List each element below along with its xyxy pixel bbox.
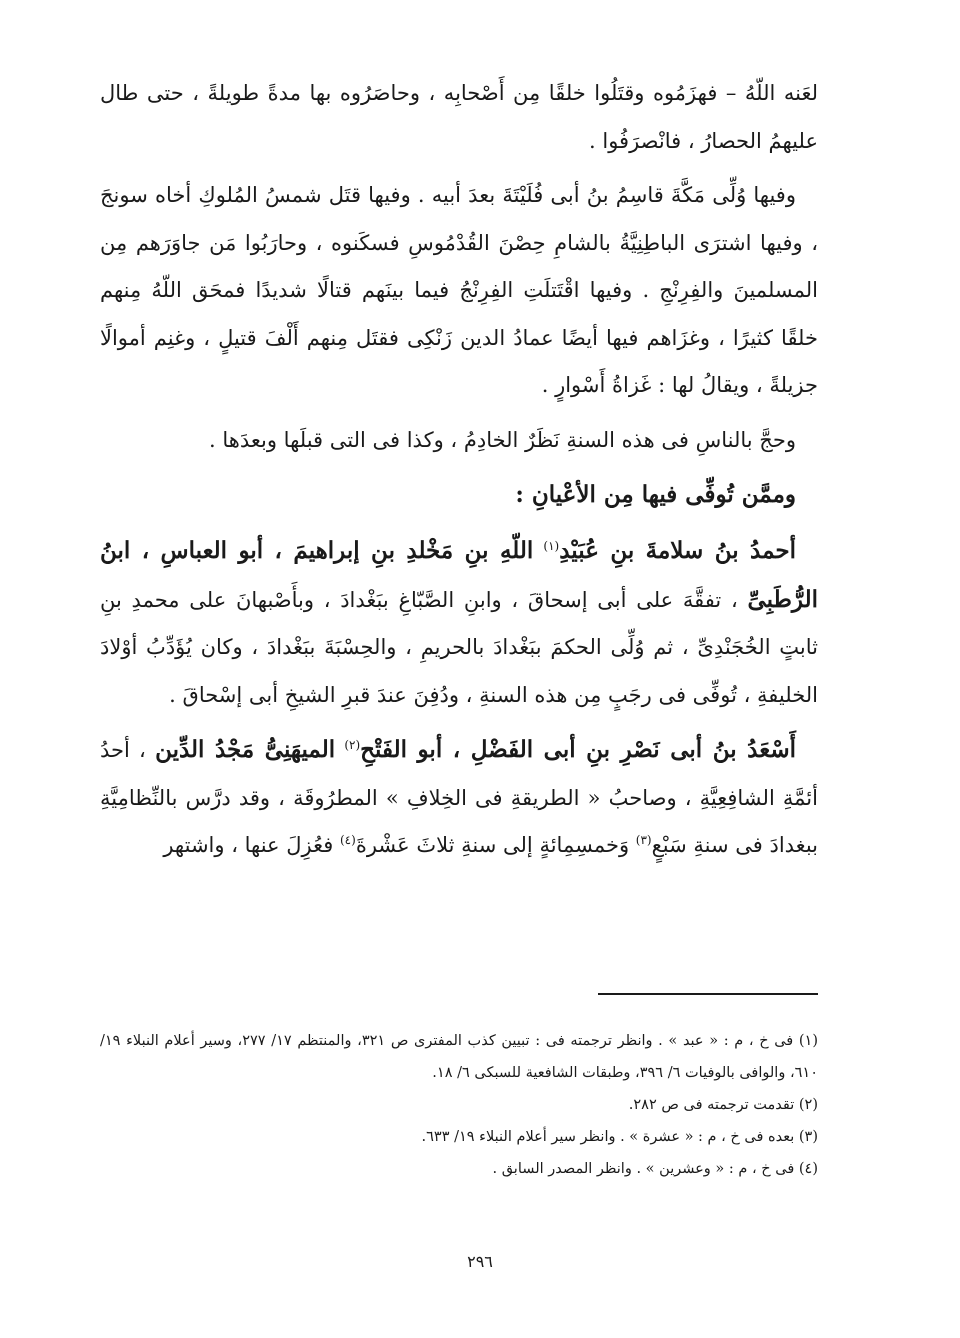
biography-entry-2 (100, 726, 818, 870)
section-heading: وممَّن تُوفِّى فيها مِن الأعْيانِ : (515, 481, 796, 508)
footnote-ref-2[interactable]: (٢) (344, 738, 361, 752)
footnote-2: (٢) تقدمت ترجمته فى ص ٢٨٢. (628, 1097, 818, 1113)
footnote-ref-4[interactable]: (٤) (339, 833, 356, 847)
entry-1-name-part-2: اللّهِ بنِ مَخْلدِ بنِ إبراهيمَ ، أبو العباسِ ، ابنُ الرُّطَبِىِّ (100, 537, 818, 613)
page-body (100, 70, 818, 877)
entry-2-text-2: وَخمسِمِائةٍ إلى سنةِ ثلاثَ عَشْرةَ (355, 833, 630, 857)
paragraph-1: لعَنه اللّهُ – فهزَمُوه وقتَلُوا خلقًا مِن أَصْحابِه ، وحاصَرُوه بها مدةً طويلةً ، حتى طال عليهمُ الحصارُ ، فانْصرَفُوا . (100, 81, 818, 153)
entry-2-text-3: فعُزِلَ عنها ، واشتهر (163, 833, 334, 857)
footnote-divider (598, 993, 818, 995)
footnote-ref-3[interactable]: (٣) (635, 833, 652, 847)
entry-2-text-1: ، أحدُ أئمَّةِ الشافِعِيَّةِ ، وصاحبُ « الطريقةِ فى الخِلافِ » المطرُوقَة ، وقد درَّس بالنِّظامِيَّةِ ببغدادَ فى سنةِ سَبْعٍ (100, 738, 818, 857)
entry-1-name-part-1: أحمدُ بنُ سلامةَ بنِ عُبَيْدِ (559, 537, 796, 564)
main-text (100, 70, 818, 870)
entry-2-name-part-1: أَسْعَدُ بنُ أبى نَصْرِ بنِ أبى الفَضْلِ ، أبو الفَتْحِ (360, 736, 796, 763)
footnote-3: (٣) بعده فى خ ، م : « عشرة » . وانظر سير أعلام النبلاء ١٩/ ٦٣٣. (421, 1129, 818, 1145)
footnote-4: (٤) فى خ ، م : « وعشرين » . وانظر المصدر السابق . (492, 1161, 818, 1177)
entry-1-text: ، تفقَّهَ على أبى إسحاقَ ، وابنِ الصَّبّاغِ ببَغْدادَ ، وبأَصْبهانَ على محمدِ بنِ ثابتٍ الخُجَنْدِىِّ ، ثم وُلِّى الحكمَ ببَغْدادَ بالحريمِ ، والحِسْبَةَ ببَغْدادَ ، وكان يُؤَدِّبُ أوْلادَ الخليفةِ ، تُوفِّى فى رجَبٍ مِن هذه السنةِ ، ودُفِنَ عندَ قبرِ الشيخِ أبى إسْحاقَ . (100, 587, 818, 707)
biography-entry-1 (100, 527, 818, 719)
footnote-ref-1[interactable]: (١) (543, 539, 560, 553)
footnotes (100, 1025, 818, 1185)
page-number: ٢٩٦ (467, 1252, 493, 1271)
footnote-1: (١) فى خ ، م : « عبد » . وانظر ترجمته فى : تبيين كذب المفترى ص ٣٢١، والمنتظم ١٧/ ٢٧٧، وسير أعلام النبلاء ١٩/ ٦١٠، والوافى بالوفيات ٦/ ٣٩٦، وطبقات الشافعية للسبكى ٦/ ١٨. (100, 1033, 819, 1081)
entry-2-name-part-2: الميهَنِىُّ مَجْدُ الدِّين (155, 736, 336, 763)
paragraph-2: وفيها وُلِّى مَكَّةَ قاسِمُ بنُ أبى فُلَيْتَةَ بعدَ أبيه . وفيها قتَل شمسُ المُلوكِ أخاه سونجَ ، وفيها اشترَى الباطِنِيَّةُ بالشامِ حِصْنَ القُدْمُوسِ فسكَنوه ، وحارَبُوا مَن جاوَرَهم مِن المسلمينَ والفِرِنْجِ . وفيها اقْتَتلَتِ الفِرِنْجُ فيما بينَهم قتالًا شديدًا فمحَق اللّهُ مِنهم خلقًا كثيرًا ، وغزَاهم فيها أيضًا عمادُ الدين زَنْكِى فقتَل مِنهم أَلْفَ قتيلٍ ، وغنِم أموالًا جزيلةً ، ويقالُ لها : غَزاةُ أَسْوارٍ . (100, 183, 818, 397)
paragraph-3: وحجَّ بالناسِ فى هذه السنةِ نَظَرٌ الخادِمُ ، وكذا فى التى قبلَها وبعدَها . (209, 427, 796, 452)
